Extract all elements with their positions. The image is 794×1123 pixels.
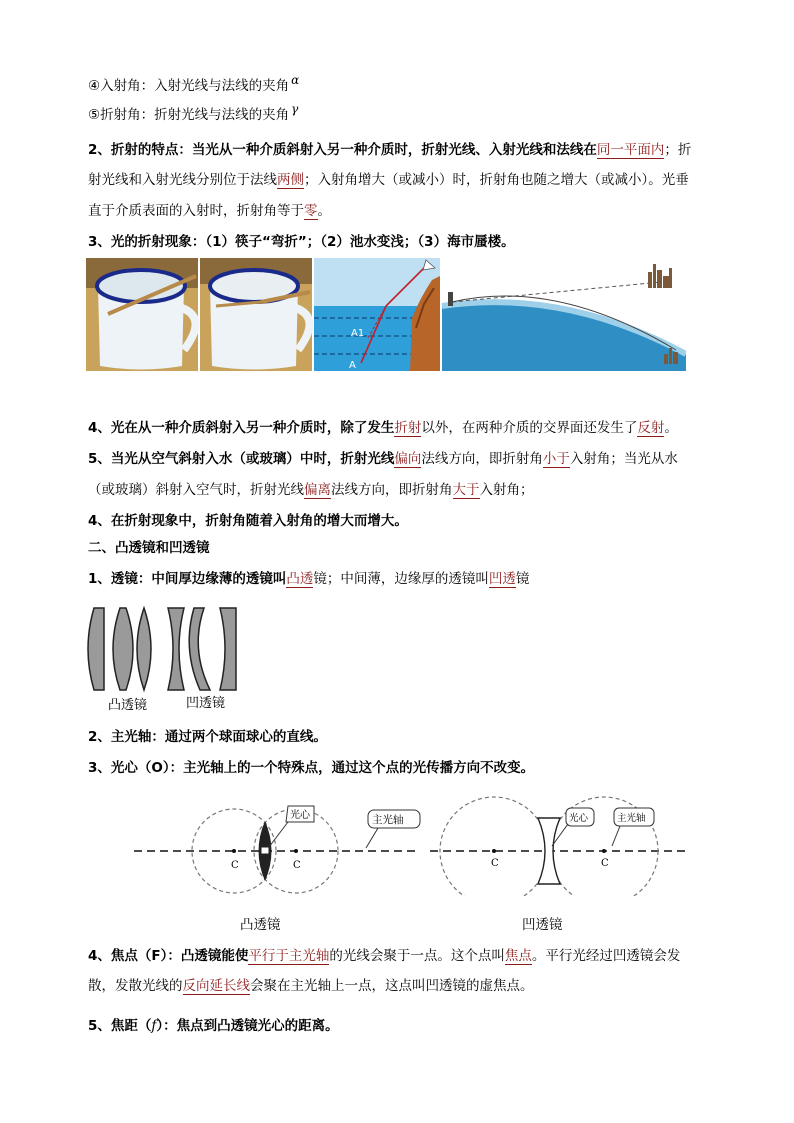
reflection-line: 4、光在从一种介质斜射入另一种介质时，除了发生折射以外，在两种介质的交界面还发生了反射。 — [88, 420, 678, 436]
optical-center-callout-concave: 光心 — [569, 813, 589, 824]
focus-line-1: 4、焦点（F）：凸透镜能使平行于主光轴的光线会聚于一点。这个点叫焦点。平行光经过凹透镜会发 — [88, 948, 681, 964]
focal-length-line: 5、焦距（f）：焦点到凸透镜光心的距离。 — [88, 1018, 339, 1034]
pool-diagram — [314, 258, 440, 371]
concave-caption: 凹透镜 — [522, 917, 563, 933]
lens-shapes-figure — [86, 604, 241, 712]
optical-center-line: 3、光心（O）：主光轴上的一个特殊点，通过这个点的光传播方向不改变。 — [88, 760, 535, 776]
point-label-a: A — [349, 360, 356, 371]
lens-definition-line: 1、透镜：中间厚边缘薄的透镜叫凸透镜；中间薄，边缘厚的透镜叫凹透镜 — [88, 571, 530, 587]
refraction-phenomena-line: 3、光的折射现象：（1）筷子“弯折”；（2）池水变浅；（3）海市蜃楼。 — [88, 234, 515, 250]
incidence-angle-line: ④入射角：入射光线与法线的夹角 α — [88, 73, 300, 94]
mirage-diagram — [442, 258, 686, 371]
refraction-angle-line: ⑤折射角：折射光线与法线的夹角 γ — [88, 102, 299, 123]
optical-center-figure — [128, 796, 688, 896]
main-axis-callout-concave: 主光轴 — [617, 813, 646, 824]
center-label-c4: C — [601, 858, 609, 869]
main-axis-line: 2、主光轴：通过两个球面球心的直线。 — [88, 729, 327, 745]
air-water-line-1: 5、当光从空气斜射入水（或玻璃）中时，折射光线偏向法线方向，即折射角小于入射角；当光从水 — [88, 451, 678, 467]
refraction-features-line-3: 直于介质表面的入射时，折射角等于零。 — [88, 203, 331, 219]
alpha-symbol: α — [291, 73, 300, 87]
point-label-a1: A1 — [351, 328, 365, 339]
convex-caption: 凸透镜 — [240, 917, 281, 933]
section-title: 二、凸透镜和凹透镜 — [88, 540, 210, 556]
gamma-symbol: γ — [291, 102, 299, 116]
center-label-c1: C — [231, 860, 239, 871]
focus-line-2: 散，发散光线的反向延长线会聚在主光轴上一点，这点叫凹透镜的虚焦点。 — [88, 978, 534, 994]
f-symbol: f — [151, 1018, 157, 1034]
center-label-c2: C — [293, 860, 301, 871]
optical-center-callout-convex: 光心 — [290, 810, 310, 821]
concave-label: 凹透镜 — [186, 696, 226, 711]
refraction-features-line-1: 2、折射的特点：当光从一种介质斜射入另一种介质时，折射光线、入射光线和法线在同一平面内；折 — [88, 142, 692, 158]
cup-photo-2 — [200, 258, 312, 371]
convex-label: 凸透镜 — [108, 698, 148, 713]
air-water-line-2: （或玻璃）斜射入空气时，折射光线偏离法线方向，即折射角大于入射角； — [88, 482, 534, 498]
center-label-c3: C — [491, 858, 499, 869]
refraction-phenomena-figure — [86, 258, 686, 371]
refraction-features-line-2: 射光线和入射光线分别位于法线两侧；入射角增大（或减小）时，折射角也随之增大（或减小）。光垂 — [88, 172, 689, 188]
angle-increase-line: 4、在折射现象中，折射角随着入射角的增大而增大。 — [88, 513, 408, 529]
main-axis-callout-convex: 主光轴 — [372, 814, 404, 826]
cup-photo-1 — [86, 258, 198, 371]
